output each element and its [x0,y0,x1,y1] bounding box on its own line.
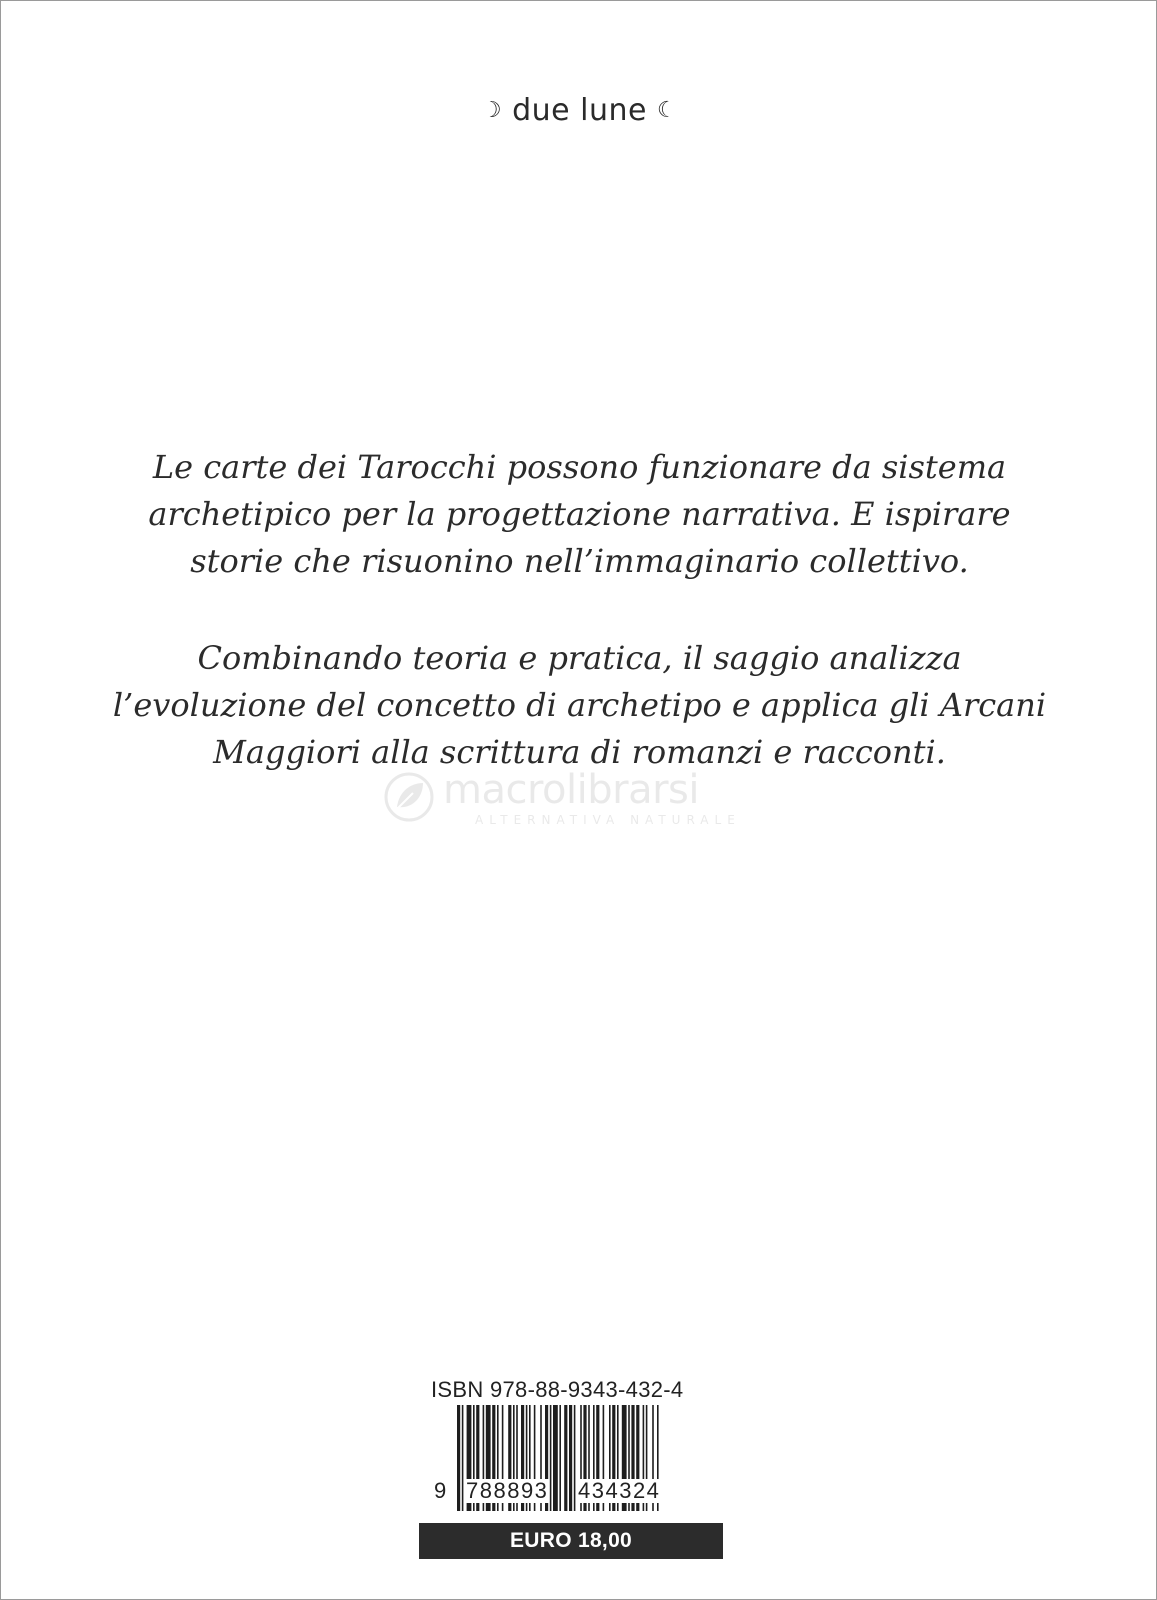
barcode-lead-digit: 9 [434,1478,447,1503]
barcode-bar [462,1405,464,1511]
blurb-paragraph-2 [61,635,1098,776]
blurb-line: Combinando teoria e pratica, il saggio analizza [197,639,962,677]
price-label: EURO 18,00 [419,1523,723,1559]
blurb-line: archetipico per la progettazione narrativa. E ispirare [148,495,1011,533]
blurb-line: l’evoluzione del concetto di archetipo e applica gli Arcani [112,686,1047,724]
blurb-line: Maggiori alla scrittura di romanzi e racconti. [213,733,946,771]
barcode-right-digits: 434324 [578,1478,661,1503]
crescent-moon-right-icon: ☾ [656,98,678,123]
barcode-left-digits: 788893 [466,1478,549,1503]
watermark-tagline: ALTERNATIVA NATURALE [475,813,741,827]
barcode-bar [574,1405,576,1511]
series-logo [1,93,1157,128]
barcode-bar [559,1405,561,1511]
barcode-bar [550,1405,552,1511]
barcode-bar [457,1405,460,1511]
blurb-line: storie che risuonino nell’immaginario collettivo. [190,542,969,580]
blurb-line: Le carte dei Tarocchi possono funzionare da sistema [152,448,1007,486]
series-label: due lune [512,93,647,128]
barcode-bar [553,1405,558,1511]
crescent-moon-left-icon: ☽ [481,98,503,123]
isbn-label: ISBN 978-88-9343-432-4 [431,1377,684,1402]
leaf-logo-icon [383,771,435,823]
barcode-bar [564,1405,567,1511]
blurb-paragraph-1 [61,444,1098,585]
barcode-bar [569,1405,572,1511]
watermark [383,769,783,829]
watermark-name: macrolibrarsi [443,767,699,813]
